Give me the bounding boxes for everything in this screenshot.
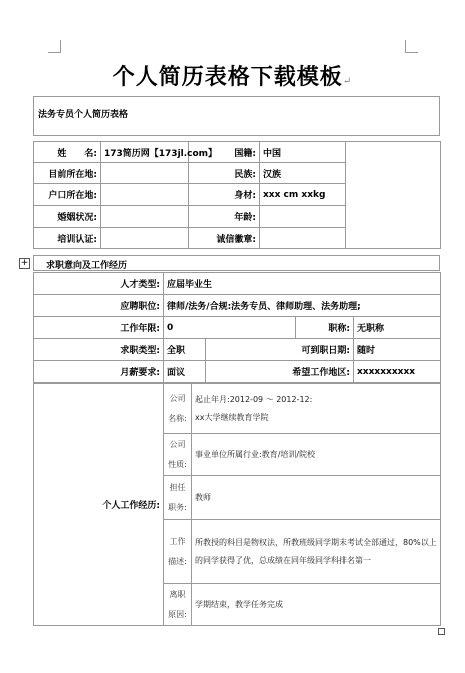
basic-info-table (33, 141, 441, 249)
resume-header-box (33, 96, 440, 136)
name-value[interactable]: 173简历网【173jl.com】 (101, 142, 189, 163)
company-dates: 起止年月:2012-09 ～ 2012-12: (195, 394, 313, 404)
available-value[interactable]: 随时 (354, 339, 441, 361)
document-title (0, 60, 465, 91)
age-value[interactable] (260, 206, 346, 228)
role-value[interactable]: 教师 (192, 476, 441, 520)
nature-value[interactable]: 事业单位所属行业:教育/培训/院校 (192, 434, 441, 476)
body-label: 身材: (189, 184, 260, 206)
training-value[interactable] (101, 228, 189, 249)
available-label: 可到职日期: (206, 339, 354, 361)
area-value[interactable]: xxxxxxxxxx (354, 361, 441, 383)
document-title-text: 个人简历表格下载模板 (112, 64, 343, 90)
area-label: 希望工作地区: (206, 361, 354, 383)
body-value[interactable]: xxx cm xxkg (260, 184, 346, 206)
company-label: 公司名称: (164, 384, 192, 434)
margin-mark-top-left (48, 40, 61, 53)
years-label: 工作年限: (34, 317, 164, 339)
desc-label: 工作描述: (164, 520, 192, 584)
job-type-label: 求职类型: (34, 339, 164, 361)
paragraph-mark-icon: ↵ (342, 76, 353, 87)
experience-label: 个人工作经历: (34, 384, 164, 626)
nationality-label: 国籍: (189, 142, 260, 163)
resume-subtitle: 法务专员个人简历表格 (38, 110, 129, 120)
location-value[interactable] (101, 163, 189, 184)
position-label: 应聘职位: (34, 295, 164, 317)
table-move-handle-icon[interactable]: + (20, 258, 29, 268)
intent-section-label: 求职意向及工作经历 (46, 261, 128, 271)
salary-value[interactable]: 面议 (164, 361, 206, 383)
company-name: xx大学继续教育学院 (195, 412, 269, 422)
table-resize-handle-icon[interactable] (438, 628, 445, 635)
intent-section-header (33, 255, 440, 271)
hukou-label: 户口所在地: (34, 184, 101, 206)
years-value[interactable]: 0 (164, 317, 296, 339)
job-type-value[interactable]: 全职 (164, 339, 206, 361)
talent-type-value[interactable]: 应届毕业生 (164, 273, 441, 295)
intent-table (33, 272, 441, 383)
desc-value[interactable]: 所教授的科目是物权法，所教班级同学期末考试全部通过，80%以上的同学获得了优，总成绩在同年级同学科排名第一 (192, 520, 441, 584)
nature-label: 公司性质: (164, 434, 192, 476)
role-label: 担任职务: (164, 476, 192, 520)
marital-label: 婚姻状况: (34, 206, 101, 228)
company-value[interactable] (192, 384, 441, 434)
title-label: 职称: (296, 317, 354, 339)
title-value[interactable]: 无职称 (354, 317, 441, 339)
age-label: 年龄: (189, 206, 260, 228)
name-label: 姓 名: (34, 142, 101, 163)
ethnicity-value[interactable]: 汉族 (260, 163, 346, 184)
credit-value[interactable] (260, 228, 346, 249)
credit-label: 诚信徽章: (189, 228, 260, 249)
training-label: 培训认证: (34, 228, 101, 249)
leave-label: 离职原因: (164, 584, 192, 626)
ethnicity-label: 民族: (189, 163, 260, 184)
nationality-value[interactable]: 中国 (260, 142, 346, 163)
leave-value[interactable]: 学期结束，教学任务完成 (192, 584, 441, 626)
marital-value[interactable] (101, 206, 189, 228)
hukou-value[interactable] (101, 184, 189, 206)
talent-type-label: 人才类型: (34, 273, 164, 295)
position-value[interactable]: 律师/法务/合规:法务专员、律师助理、法务助理; (164, 295, 441, 317)
experience-table (33, 383, 441, 626)
photo-cell[interactable] (346, 142, 441, 249)
location-label: 目前所在地: (34, 163, 101, 184)
margin-mark-top-right (405, 40, 418, 53)
salary-label: 月薪要求: (34, 361, 164, 383)
